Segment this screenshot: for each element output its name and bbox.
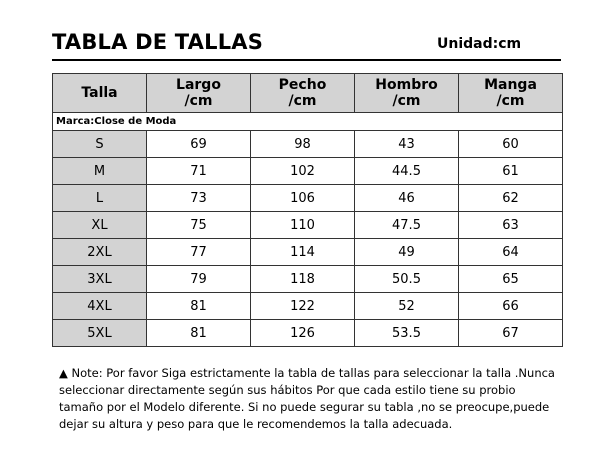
measurement-cell: 66 (459, 293, 563, 320)
measurement-cell: 60 (459, 131, 563, 158)
measurement-cell: 63 (459, 212, 563, 239)
measurement-cell: 81 (147, 293, 251, 320)
table-header-row (53, 74, 563, 113)
measurement-cell: 69 (147, 131, 251, 158)
size-cell: M (53, 158, 147, 185)
measurement-cell: 98 (251, 131, 355, 158)
measurement-cell: 79 (147, 266, 251, 293)
measurement-cell: 114 (251, 239, 355, 266)
page-title: TABLA DE TALLAS (52, 30, 264, 54)
measurement-cell: 106 (251, 185, 355, 212)
measurement-cell: 47.5 (355, 212, 459, 239)
measurement-cell: 67 (459, 320, 563, 347)
size-cell: L (53, 185, 147, 212)
measurement-cell: 62 (459, 185, 563, 212)
measurement-cell: 118 (251, 266, 355, 293)
table-row (53, 320, 563, 347)
measurement-cell: 64 (459, 239, 563, 266)
table-row (53, 158, 563, 185)
size-cell: 4XL (53, 293, 147, 320)
size-note: ▲ Note: Por favor Siga estrictamente la tabla de tallas para seleccionar la talla .Nunca seleccionar directamente según sus hábitos Por que cada estilo tiene su probio tamaño por el Modelo diferente. Si no puede segurar su tabla ,no se preocupe,puede dejar su altura y peso para que le recomendemos la talla adecuada. (59, 366, 555, 431)
table-row (53, 131, 563, 158)
measurement-cell: 52 (355, 293, 459, 320)
column-header-talla: Talla (53, 74, 147, 113)
size-cell: S (53, 131, 147, 158)
column-header-largo: Largo /cm (147, 74, 251, 113)
measurement-cell: 126 (251, 320, 355, 347)
title-divider (52, 59, 561, 61)
table-row (53, 239, 563, 266)
measurement-cell: 81 (147, 320, 251, 347)
size-cell: XL (53, 212, 147, 239)
measurement-cell: 44.5 (355, 158, 459, 185)
measurement-cell: 50.5 (355, 266, 459, 293)
size-cell: 3XL (53, 266, 147, 293)
measurement-cell: 102 (251, 158, 355, 185)
table-row (53, 212, 563, 239)
brand-label: Marca:Close de Moda (53, 113, 563, 131)
measurement-cell: 75 (147, 212, 251, 239)
measurement-cell: 122 (251, 293, 355, 320)
table-row (53, 293, 563, 320)
brand-row (53, 113, 563, 131)
measurement-cell: 65 (459, 266, 563, 293)
measurement-cell: 46 (355, 185, 459, 212)
measurement-cell: 61 (459, 158, 563, 185)
size-cell: 2XL (53, 239, 147, 266)
measurement-cell: 43 (355, 131, 459, 158)
column-header-manga: Manga /cm (459, 74, 563, 113)
measurement-cell: 71 (147, 158, 251, 185)
column-header-pecho: Pecho /cm (251, 74, 355, 113)
table-row (53, 185, 563, 212)
unit-label: Unidad:cm (437, 36, 522, 52)
measurement-cell: 49 (355, 239, 459, 266)
measurement-cell: 77 (147, 239, 251, 266)
table-row (53, 266, 563, 293)
measurement-cell: 73 (147, 185, 251, 212)
size-chart-table (52, 73, 563, 347)
measurement-cell: 110 (251, 212, 355, 239)
size-cell: 5XL (53, 320, 147, 347)
column-header-hombro: Hombro /cm (355, 74, 459, 113)
measurement-cell: 53.5 (355, 320, 459, 347)
